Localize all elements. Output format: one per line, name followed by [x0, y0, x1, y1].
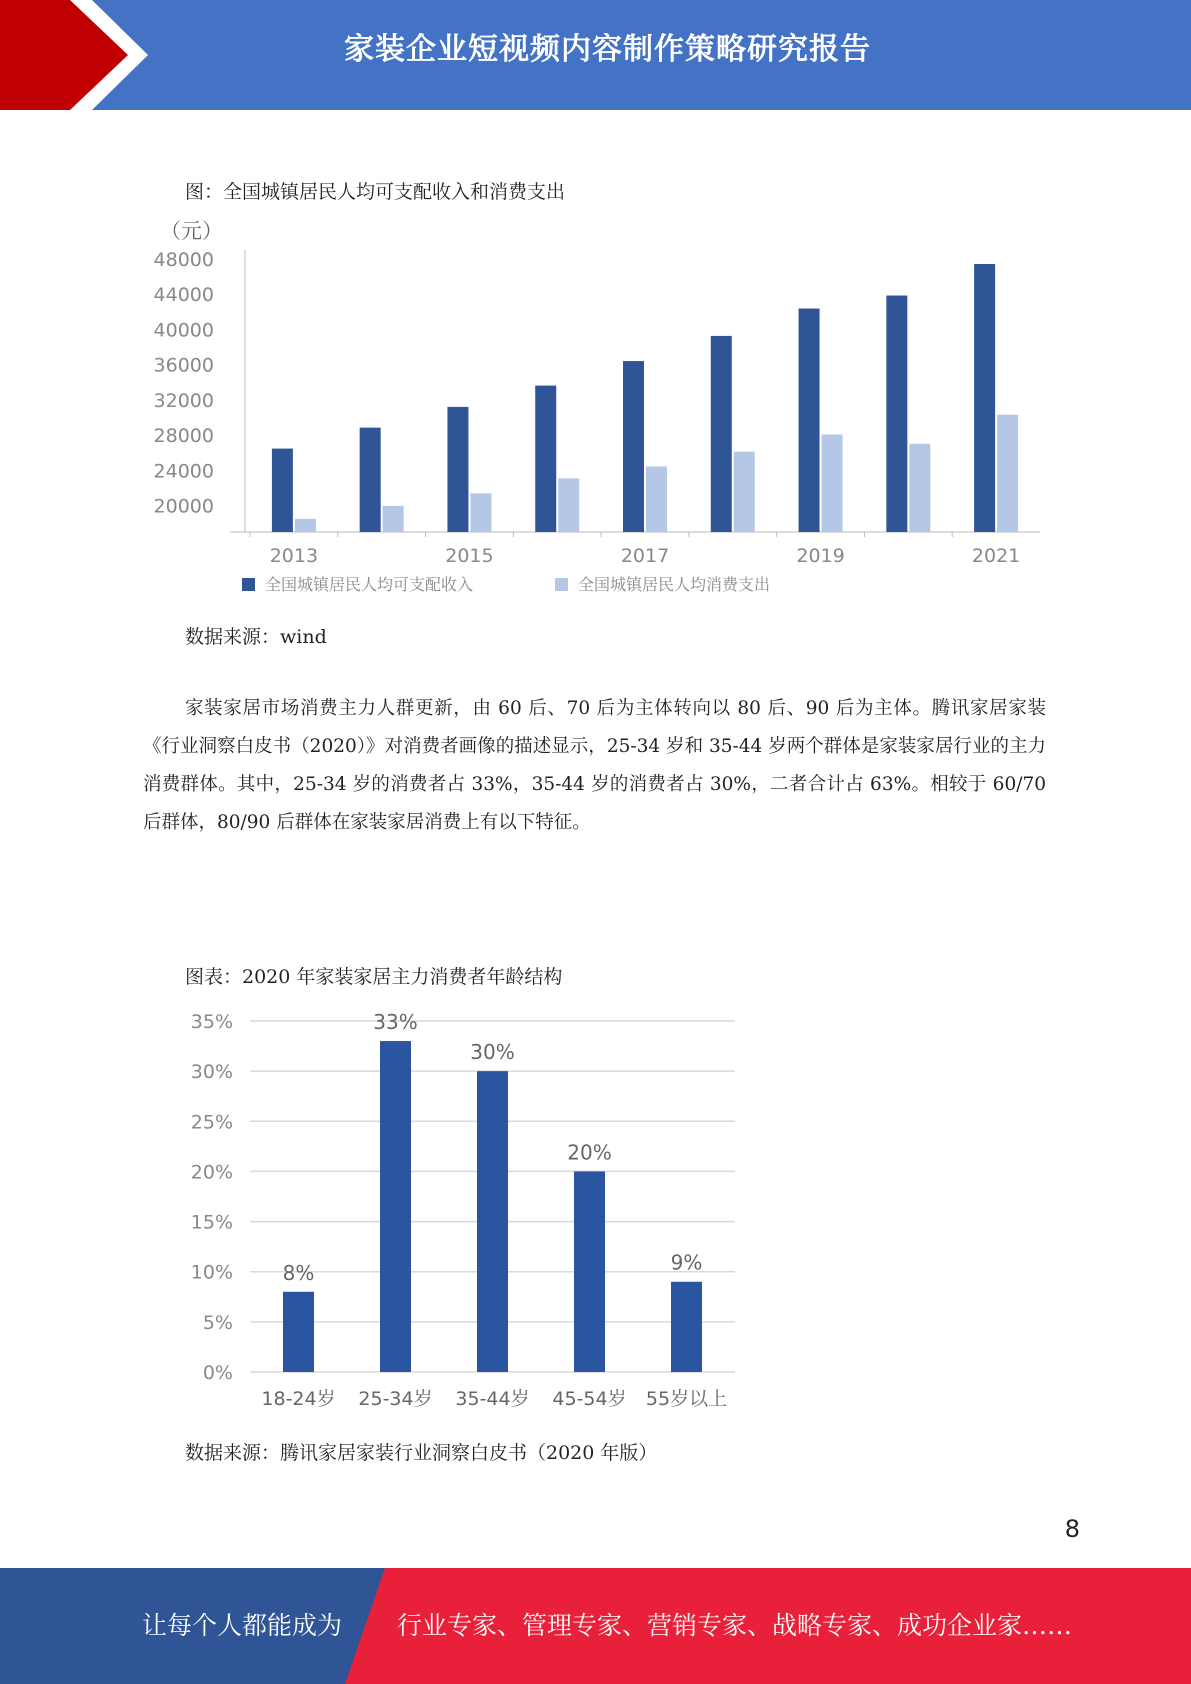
income-consumption-chart — [140, 210, 1060, 610]
income-bar — [974, 264, 995, 532]
report-title: 家装企业短视频内容制作策略研究报告 — [344, 32, 871, 67]
figure1-source: 数据来源：wind — [185, 626, 327, 648]
consumption-bar — [470, 493, 491, 532]
age-bar — [477, 1071, 508, 1372]
y-tick-label: 30% — [190, 1061, 233, 1084]
consumption-bar — [558, 478, 579, 532]
y-tick-label: 25% — [190, 1111, 233, 1134]
legend-swatch-income — [242, 578, 255, 591]
data-label: 33% — [373, 1010, 418, 1035]
consumption-bar — [997, 415, 1018, 532]
x-tick-label: 2017 — [620, 545, 670, 567]
income-bar — [623, 361, 644, 532]
x-tick-label: 2019 — [796, 545, 845, 567]
footer-slogan-left: 让每个人都能成为 — [142, 1611, 343, 1640]
income-bar — [886, 296, 907, 532]
legend-label-consumption: 全国城镇居民人均消费支出 — [578, 575, 771, 594]
y-tick-label: 5% — [202, 1311, 233, 1334]
x-tick-label: 55岁以上 — [645, 1388, 728, 1410]
x-tick-label: 35-44岁 — [455, 1388, 530, 1410]
y-tick-label: 32000 — [153, 389, 214, 412]
y-tick-label: 0% — [202, 1362, 233, 1384]
data-label: 8% — [282, 1260, 315, 1285]
data-label: 20% — [567, 1140, 612, 1165]
age-bar — [380, 1041, 411, 1372]
y-tick-label: 28000 — [153, 425, 214, 448]
x-tick-label: 2015 — [445, 545, 494, 567]
y-tick-label: 48000 — [153, 248, 214, 271]
data-label: 9% — [670, 1250, 703, 1275]
x-tick-label: 45-54岁 — [552, 1388, 627, 1410]
x-tick-label: 2013 — [269, 545, 319, 567]
footer-slogan-right: 行业专家、管理专家、营销专家、战略专家、成功企业家…… — [397, 1611, 1073, 1640]
consumption-bar — [295, 519, 316, 532]
figure2-caption: 图表：2020 年家装家居主力消费者年龄结构 — [185, 966, 563, 988]
age-structure-chart — [175, 995, 755, 1415]
y-tick-label: 44000 — [153, 284, 214, 307]
figure2-source: 数据来源：腾讯家居家装行业洞察白皮书（2020 年版） — [185, 1442, 658, 1464]
income-bar — [535, 386, 556, 532]
legend-label-income: 全国城镇居民人均可支配收入 — [265, 575, 474, 594]
income-bar — [360, 428, 381, 532]
consumption-bar — [646, 466, 667, 532]
income-bar — [447, 407, 468, 532]
income-bar — [272, 449, 293, 532]
age-bar — [671, 1282, 702, 1372]
y-tick-label: 35% — [190, 1011, 233, 1033]
consumption-bar — [909, 444, 930, 532]
y-tick-label: 40000 — [153, 319, 214, 342]
y-tick-label: 24000 — [153, 460, 214, 483]
body-paragraph: 家装家居市场消费主力人群更新，由 60 后、70 后为主体转向以 80 后、90 后为主体。腾讯家居家装《行业洞察白皮书（2020）》对消费者画像的描述显示，25-34 岁和 35-44 岁两个群体是家装家居行业的主力消费群体。其中，25-34 岁的消费者占 33%，35-44 岁的消费者占 30%，二者合计占 63%。相较于 60/70 后群体，80/90 后群体在家装家居消费上有以下特征。 — [143, 698, 1046, 833]
y-tick-label: 10% — [190, 1261, 233, 1284]
consumption-bar — [383, 506, 404, 532]
age-bar — [574, 1171, 605, 1372]
page-footer — [0, 1568, 1191, 1684]
figure1-caption: 图：全国城镇居民人均可支配收入和消费支出 — [185, 181, 566, 203]
y-axis-unit-label: （元） — [160, 219, 223, 243]
page-header — [0, 0, 1191, 110]
income-bar — [711, 336, 732, 532]
age-bar — [283, 1292, 314, 1372]
consumption-bar — [822, 435, 843, 532]
x-tick-label: 18-24岁 — [261, 1388, 336, 1410]
y-tick-label: 36000 — [153, 354, 214, 377]
income-bar — [799, 309, 820, 532]
legend-swatch-consumption — [555, 578, 568, 591]
y-tick-label: 15% — [190, 1211, 233, 1234]
y-tick-label: 20000 — [153, 495, 214, 518]
data-label: 30% — [470, 1040, 515, 1065]
consumption-bar — [734, 452, 755, 532]
x-tick-label: 2021 — [971, 545, 1021, 567]
page-number: 8 — [1064, 1515, 1080, 1543]
x-tick-label: 25-34岁 — [358, 1388, 433, 1410]
y-tick-label: 20% — [190, 1161, 233, 1184]
